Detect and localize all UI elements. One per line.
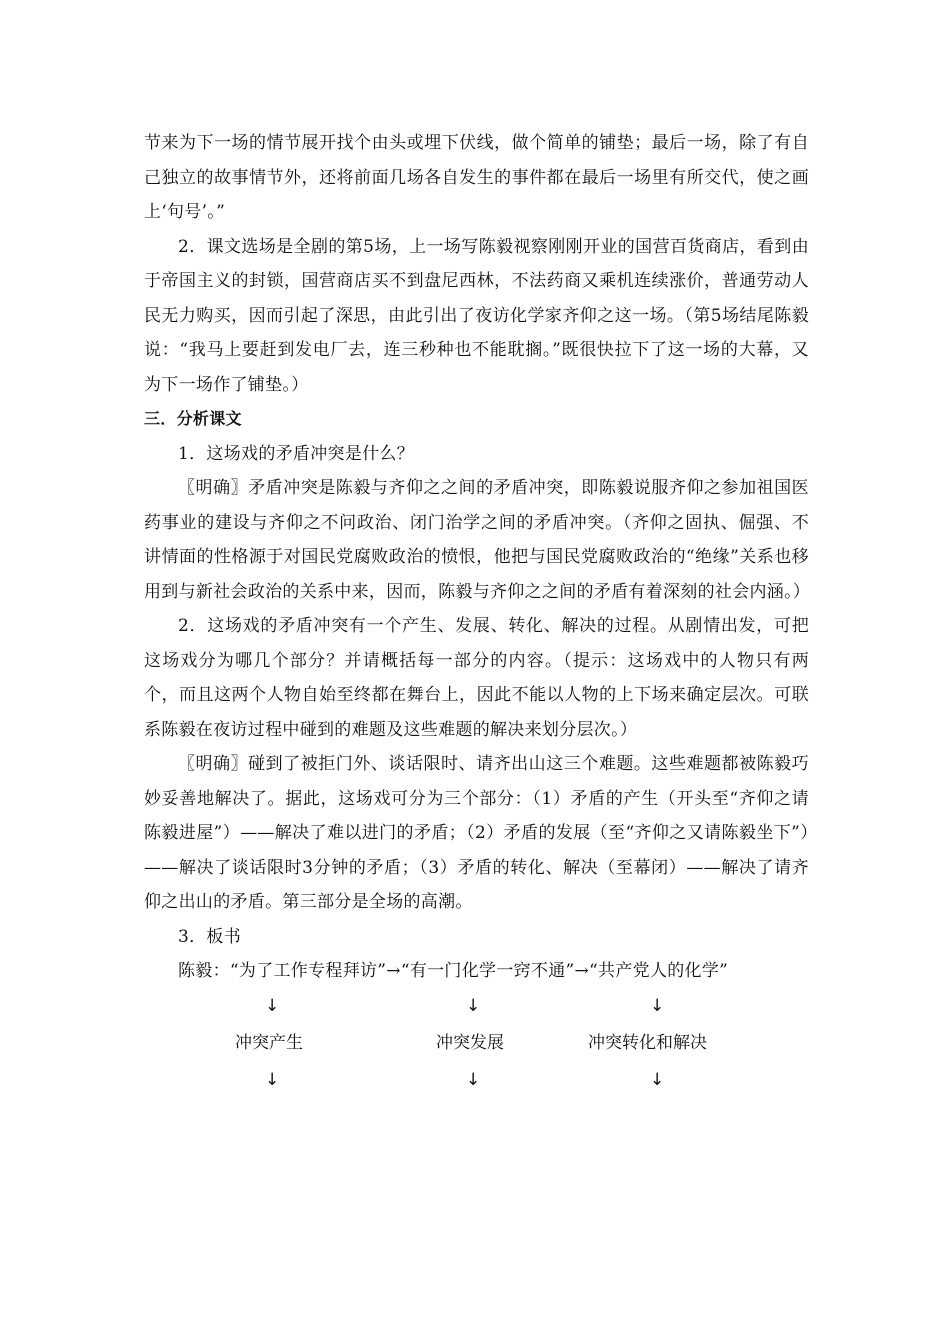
board-stage-row <box>144 1026 809 1063</box>
board-quote-line: 陈毅：“为了工作专程拜访”→“有一门化学一窍不通”→“共产党人的化学” <box>178 961 729 981</box>
paragraph-item-2: 2．课文选场是全剧的第5场，上一场写陈毅视察刚刚开业的国营百货商店，看到由于帝国主义的封锁，国营商店买不到盘尼西林，不法药商又乘机连续涨价，普通劳动人民无力购买，因而引起了深思，由此引出了夜访化学家齐仰之这一场。（第5场结尾陈毅说：“我马上要赶到发电厂去，连三秒种也不能耽搁。”既很快拉下了这一场的大幕，又为下一场作了铺垫。） <box>144 236 809 395</box>
question-2: 2．这场戏的矛盾冲突有一个产生、发展、转化、解决的过程。从剧情出发，可把这场戏分为哪几个部分？并请概括每一部分的内容。（提示：这场戏中的人物只有两个，而且这两个人物自始至终都在舞台上，因此不能以人物的上下场来确定层次。可联系陈毅在夜访过程中碰到的难题及这些难题的解决来划分层次。） <box>144 616 809 740</box>
board-arrow-row-1 <box>144 989 809 1026</box>
stage-label-conflict-resolution: 冲突转化和解决 <box>588 1032 707 1053</box>
question-3: 3．板书 <box>178 926 242 947</box>
down-arrow-icon: ↓ <box>265 995 280 1016</box>
down-arrow-icon: ↓ <box>265 1069 280 1090</box>
down-arrow-icon: ↓ <box>650 1069 665 1090</box>
stage-label-conflict-start: 冲突产生 <box>235 1032 303 1053</box>
stage-label-conflict-development: 冲突发展 <box>436 1032 504 1053</box>
document-body <box>144 126 809 1100</box>
question-1: 1．这场戏的矛盾冲突是什么？ <box>178 443 415 464</box>
answer-1: 〖明确〗矛盾冲突是陈毅与齐仰之之间的矛盾冲突，即陈毅说服齐仰之参加祖国医药事业的建设与齐仰之不问政治、闭门治学之间的矛盾冲突。（齐仰之固执、倔强、不讲情面的性格源于对国民党腐败政治的愤恨，他把与国民党腐败政治的“绝缘”关系也移用到与新社会政治的关系中来，因而，陈毅与齐仰之之间的矛盾有着深刻的社会内涵。） <box>144 478 811 602</box>
down-arrow-icon: ↓ <box>466 995 481 1016</box>
answer-2: 〖明确〗碰到了被拒门外、谈话限时、请齐出山这三个难题。这些难题都被陈毅巧妙妥善地解决了。据此，这场戏可分为三个部分：（1）矛盾的产生（开头至“齐仰之请陈毅进屋”）——解决了难以进门的矛盾；（2）矛盾的发展（至“齐仰之又请陈毅坐下”）——解决了谈话限时3分钟的矛盾；（3）矛盾的转化、解决（至幕闭）——解决了请齐仰之出山的矛盾。第三部分是全场的高潮。 <box>144 754 809 912</box>
down-arrow-icon: ↓ <box>650 995 665 1016</box>
board-arrow-row-2 <box>144 1063 809 1100</box>
down-arrow-icon: ↓ <box>466 1069 481 1090</box>
paragraph-continued: 节来为下一场的情节展开找个由头或埋下伏线，做个简单的铺垫；最后一场，除了有自己独立的故事情节外，还将前面几场各自发生的事件都在最后一场里有所交代，使之画上‘句号’。” <box>144 133 809 222</box>
section-heading: 三．分析课文 <box>144 409 242 428</box>
